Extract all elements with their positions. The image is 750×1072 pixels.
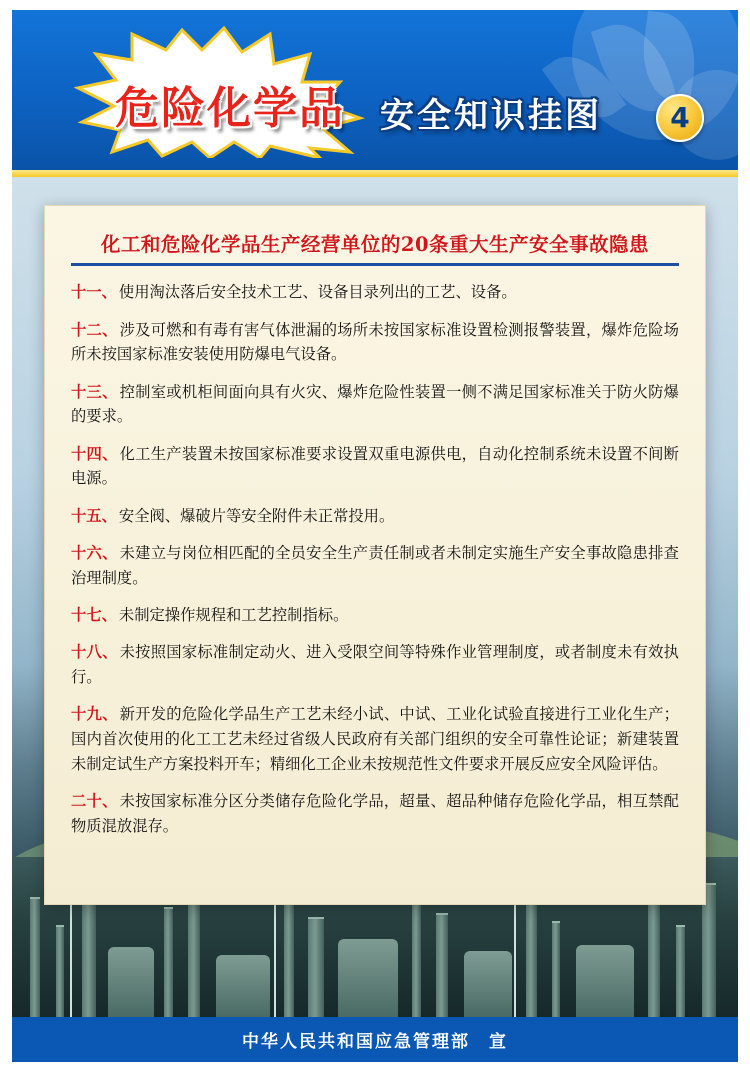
plant-stack [308,917,324,1017]
right-gutter [738,0,750,1072]
poster-header [12,10,738,170]
list-item-text: 未制定操作规程和工艺控制指标。 [118,606,349,624]
list-item [71,640,679,690]
plant-stack [30,897,40,1017]
list-item-number: 十九、 [71,705,118,724]
plant-stack [676,925,685,1017]
list-item [71,442,679,492]
list-item-text: 控制室或机柜间面向具有火灾、爆炸危险性装置一侧不满足国家标准关于防火防爆的要求。 [71,382,679,426]
plant-stack [284,891,294,1017]
list-item-number: 十七、 [71,606,117,624]
list-item-number: 十六、 [71,543,118,562]
list-item-text: 化工生产装置未按国家标准要求设置双重电源供电，自动化控制系统未设置不间断电源。 [71,444,679,488]
page-title: 危险化学品 [115,83,345,134]
list-item-number: 十四、 [71,444,118,463]
content-card [44,205,706,905]
plant-tank [464,951,512,1017]
poster-footer [12,1017,738,1062]
list-item-text: 未按照国家标准制定动火、进入受限空间等特殊作业管理制度，或者制度未有效执行。 [71,643,679,687]
plant-stack [648,895,660,1017]
plant-stack [164,907,173,1017]
list-item-text: 未建立与岗位相匹配的全员安全生产责任制或者未制定实施生产安全事故隐患排查治理制度。 [71,543,679,587]
plant-tank [338,939,398,1017]
plant-stack [56,925,64,1017]
top-gutter [0,0,750,10]
plant-tank [216,955,270,1017]
plant-stack [552,921,560,1017]
list-item [71,603,679,628]
list-item-number: 十八、 [71,643,118,662]
left-gutter [0,0,12,1072]
header-divider [12,170,738,177]
card-title: 化工和危险化学品生产经营单位的20条重大生产安全事故隐患 [100,233,650,256]
hazard-item-list [71,280,679,838]
list-item-text: 使用淘汰落后安全技术工艺、设备目录列出的工艺、设备。 [118,283,517,302]
list-item [71,789,679,839]
list-item-number: 十二、 [71,320,118,339]
list-item-text: 安全阀、爆破片等安全附件未正常投用。 [118,506,395,525]
list-item-number: 十三、 [71,382,118,401]
list-item-number: 二十、 [71,792,118,811]
plant-stack [436,913,448,1017]
list-item-text: 未按国家标准分区分类储存危险化学品，超量、超品种储存危险化学品，相互禁配物质混放混存。 [71,792,679,835]
plant-tank [576,945,634,1017]
page-subtitle: 安全知识挂图 [380,96,602,136]
issue-number-badge: 4 [656,94,704,142]
list-item [71,541,679,591]
bottom-gutter [0,1062,750,1072]
title-underline [71,263,679,266]
list-item [71,504,679,529]
list-item [71,702,679,776]
list-item-text: 新开发的危险化学品生产工艺未经小试、中试、工业化试验直接进行工业化生产；国内首次使用的化工工艺未经过省级人民政府有关部门组织的安全可靠性论证；新建装置未制定试生产方案投料开车；精细化工企业未按规范性文件要求开展反应安全风险评估。 [71,705,679,773]
footer-text: 中华人民共和国应急管理部 宣 [242,1032,508,1052]
list-item-number: 十五、 [71,506,117,525]
list-item-number: 十一、 [71,283,117,302]
list-item [71,280,679,305]
list-item-text: 涉及可燃和有毒有害气体泄漏的场所未按国家标准设置检测报警装置，爆炸危险场所未按国家标准安装使用防爆电气设备。 [71,320,679,364]
list-item [71,380,679,430]
plant-tank [108,947,154,1017]
list-item [71,318,679,368]
